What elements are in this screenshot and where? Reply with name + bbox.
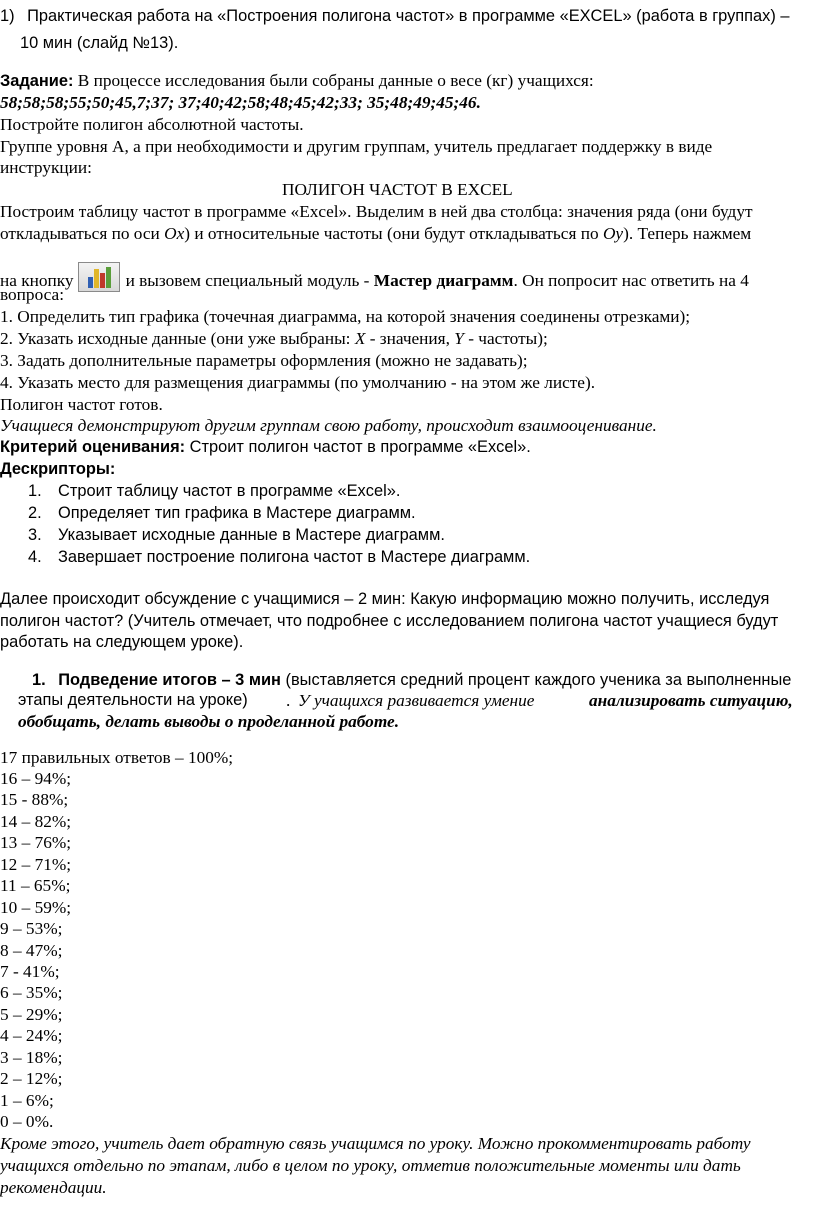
excel-p2-text-b: и вызовем специальный модуль -	[125, 271, 374, 290]
excel-title: ПОЛИГОН ЧАСТОТ В EXCEL	[282, 180, 513, 199]
task-line	[0, 70, 594, 92]
criteria-label: Критерий оценивания:	[0, 438, 186, 456]
descriptor-text: Завершает построение полигона частот в Мастере диаграмм.	[58, 548, 531, 566]
excel-p1-line1: Построим таблицу частот в программе «Excel». Выделим в ней два столбца: значения ряда (они будут	[0, 202, 753, 221]
scale-item: 12 – 71%;	[0, 855, 72, 874]
discussion-line-1: Далее происходит обсуждение с учащимися – 2 мин: Какую информацию можно получить, исследуя	[0, 590, 770, 608]
scale-item: 14 – 82%;	[0, 812, 72, 831]
descriptor-text: Определяет тип графика в Мастере диаграмм.	[58, 504, 416, 522]
excel-p2-text-a: на кнопку	[0, 271, 74, 290]
scale-item: 15 - 88%;	[0, 790, 69, 809]
summary-dot: .	[286, 691, 291, 710]
excel-p2-text-c: . Он попросит нас ответить на 4	[513, 271, 749, 290]
scale-item: 7 - 41%;	[0, 962, 60, 981]
task-data: 58;58;58;55;50;45,7;37; 37;40;42;58;48;45;42;33; 35;48;49;45;46.	[0, 93, 481, 112]
summary-label: Подведение итогов – 3 мин	[58, 671, 281, 689]
summary-line-3: обобщать, делать выводы о проделанной работе.	[18, 712, 400, 731]
excel-step-4: 4. Указать место для размещения диаграммы (по умолчанию - на этом же листе).	[0, 373, 596, 392]
scale-item: 5 – 29%;	[0, 1005, 63, 1024]
criteria-line	[0, 437, 531, 458]
discussion-line-3: работать на следующем уроке).	[0, 633, 244, 651]
excel-p1-text-c: ). Теперь нажмем	[623, 224, 752, 243]
scale-item: 17 правильных ответов – 100%;	[0, 748, 234, 767]
excel-step-2	[0, 328, 548, 349]
feedback-line-3: рекомендации.	[0, 1178, 107, 1197]
chart-wizard-label: Мастер диаграмм	[373, 271, 514, 290]
step-2-x: X	[354, 329, 366, 348]
summary-number: 1.	[32, 671, 46, 689]
discussion-line-2: полигон частот? (Учитель отмечает, что подробнее с исследованием полигона частот учащиеся будут	[0, 612, 779, 630]
scale-item: 11 – 65%;	[0, 876, 71, 895]
excel-step-1: 1. Определить тип графика (точечная диаграмма, на которой значения соединены отрезками);	[0, 307, 691, 326]
summary-line-2c: анализировать ситуацию,	[589, 691, 793, 710]
excel-p1-text-b: ) и относительные частоты (они будут откладываться по	[184, 224, 603, 243]
feedback-line-2: учащихся отдельно по этапам, либо в целом по уроку, отметив положительные моменты или дать	[0, 1156, 741, 1175]
scale-item: 0 – 0%.	[0, 1112, 54, 1131]
chart-wizard-icon[interactable]	[78, 262, 120, 292]
summary-line-2a: этапы деятельности на уроке)	[18, 691, 248, 709]
excel-step-3: 3. Задать дополнительные параметры оформления (можно не задавать);	[0, 351, 528, 370]
descriptor-text: Строит таблицу частот в программе «Excel».	[58, 482, 401, 500]
header-line-1	[0, 6, 790, 27]
scale-item: 6 – 35%;	[0, 983, 63, 1002]
task-label: Задание:	[0, 72, 74, 90]
group-line-1: Группе уровня А, а при необходимости и другим группам, учитель предлагает поддержку в виде	[0, 137, 713, 156]
header-title: Практическая работа на «Построения полигона частот» в программе «EXCEL» (работа в группах) –	[27, 7, 790, 25]
scale-item: 8 – 47%;	[0, 941, 63, 960]
scale-item: 13 – 76%;	[0, 833, 72, 852]
scale-item: 1 – 6%;	[0, 1091, 54, 1110]
excel-p2-line2: вопроса:	[0, 285, 64, 304]
step-2-mid: - значения,	[365, 329, 455, 348]
excel-demo: Учащиеся демонстрируют другим группам свою работу, происходит взаимооценивание.	[0, 416, 657, 435]
header-line-2: 10 мин (слайд №13).	[20, 34, 179, 52]
task-build: Постройте полигон абсолютной частоты.	[0, 115, 304, 134]
descriptor-item	[28, 503, 416, 524]
scale-item: 4 – 24%;	[0, 1026, 63, 1045]
summary-line-2b: У учащихся развивается умение	[298, 691, 535, 710]
scale-item: 2 – 12%;	[0, 1069, 63, 1088]
step-2-y: Y	[454, 329, 464, 348]
descriptors-label: Дескрипторы:	[0, 460, 116, 478]
summary-line-1	[32, 670, 791, 691]
scale-item: 16 – 94%;	[0, 769, 72, 788]
group-line-2: инструкции:	[0, 158, 92, 177]
descriptor-item	[28, 481, 401, 502]
excel-p1-text-a: откладываться по оси	[0, 224, 165, 243]
scale-item: 10 – 59%;	[0, 898, 72, 917]
descriptor-item	[28, 525, 445, 546]
step-2-end: - частоты);	[463, 329, 548, 348]
descriptor-number: 3.	[28, 526, 42, 544]
scale-item: 9 – 53%;	[0, 919, 63, 938]
descriptor-text: Указывает исходные данные в Мастере диаграмм.	[58, 526, 445, 544]
descriptor-number: 4.	[28, 548, 42, 566]
descriptor-number: 2.	[28, 504, 42, 522]
descriptor-item	[28, 547, 531, 568]
excel-p1-line2	[0, 223, 751, 244]
axis-ox: Ox	[164, 224, 185, 243]
scale-item: 3 – 18%;	[0, 1048, 63, 1067]
task-text: В процессе исследования были собраны данные о весе (кг) учащихся:	[73, 71, 594, 90]
excel-p2-line1	[0, 262, 749, 292]
axis-oy: Oy	[602, 224, 624, 243]
criteria-text: Строит полигон частот в программе «Excel».	[185, 438, 531, 456]
excel-step-2-text: 2. Указать исходные данные (они уже выбраны:	[0, 329, 355, 348]
feedback-line-1: Кроме этого, учитель дает обратную связь учащимся по уроку. Можно прокомментировать работу	[0, 1134, 751, 1153]
header-number: 1)	[0, 7, 15, 25]
excel-ready: Полигон частот готов.	[0, 395, 163, 414]
descriptor-number: 1.	[28, 482, 42, 500]
summary-text: (выставляется средний процент каждого ученика за выполненные	[280, 671, 792, 689]
